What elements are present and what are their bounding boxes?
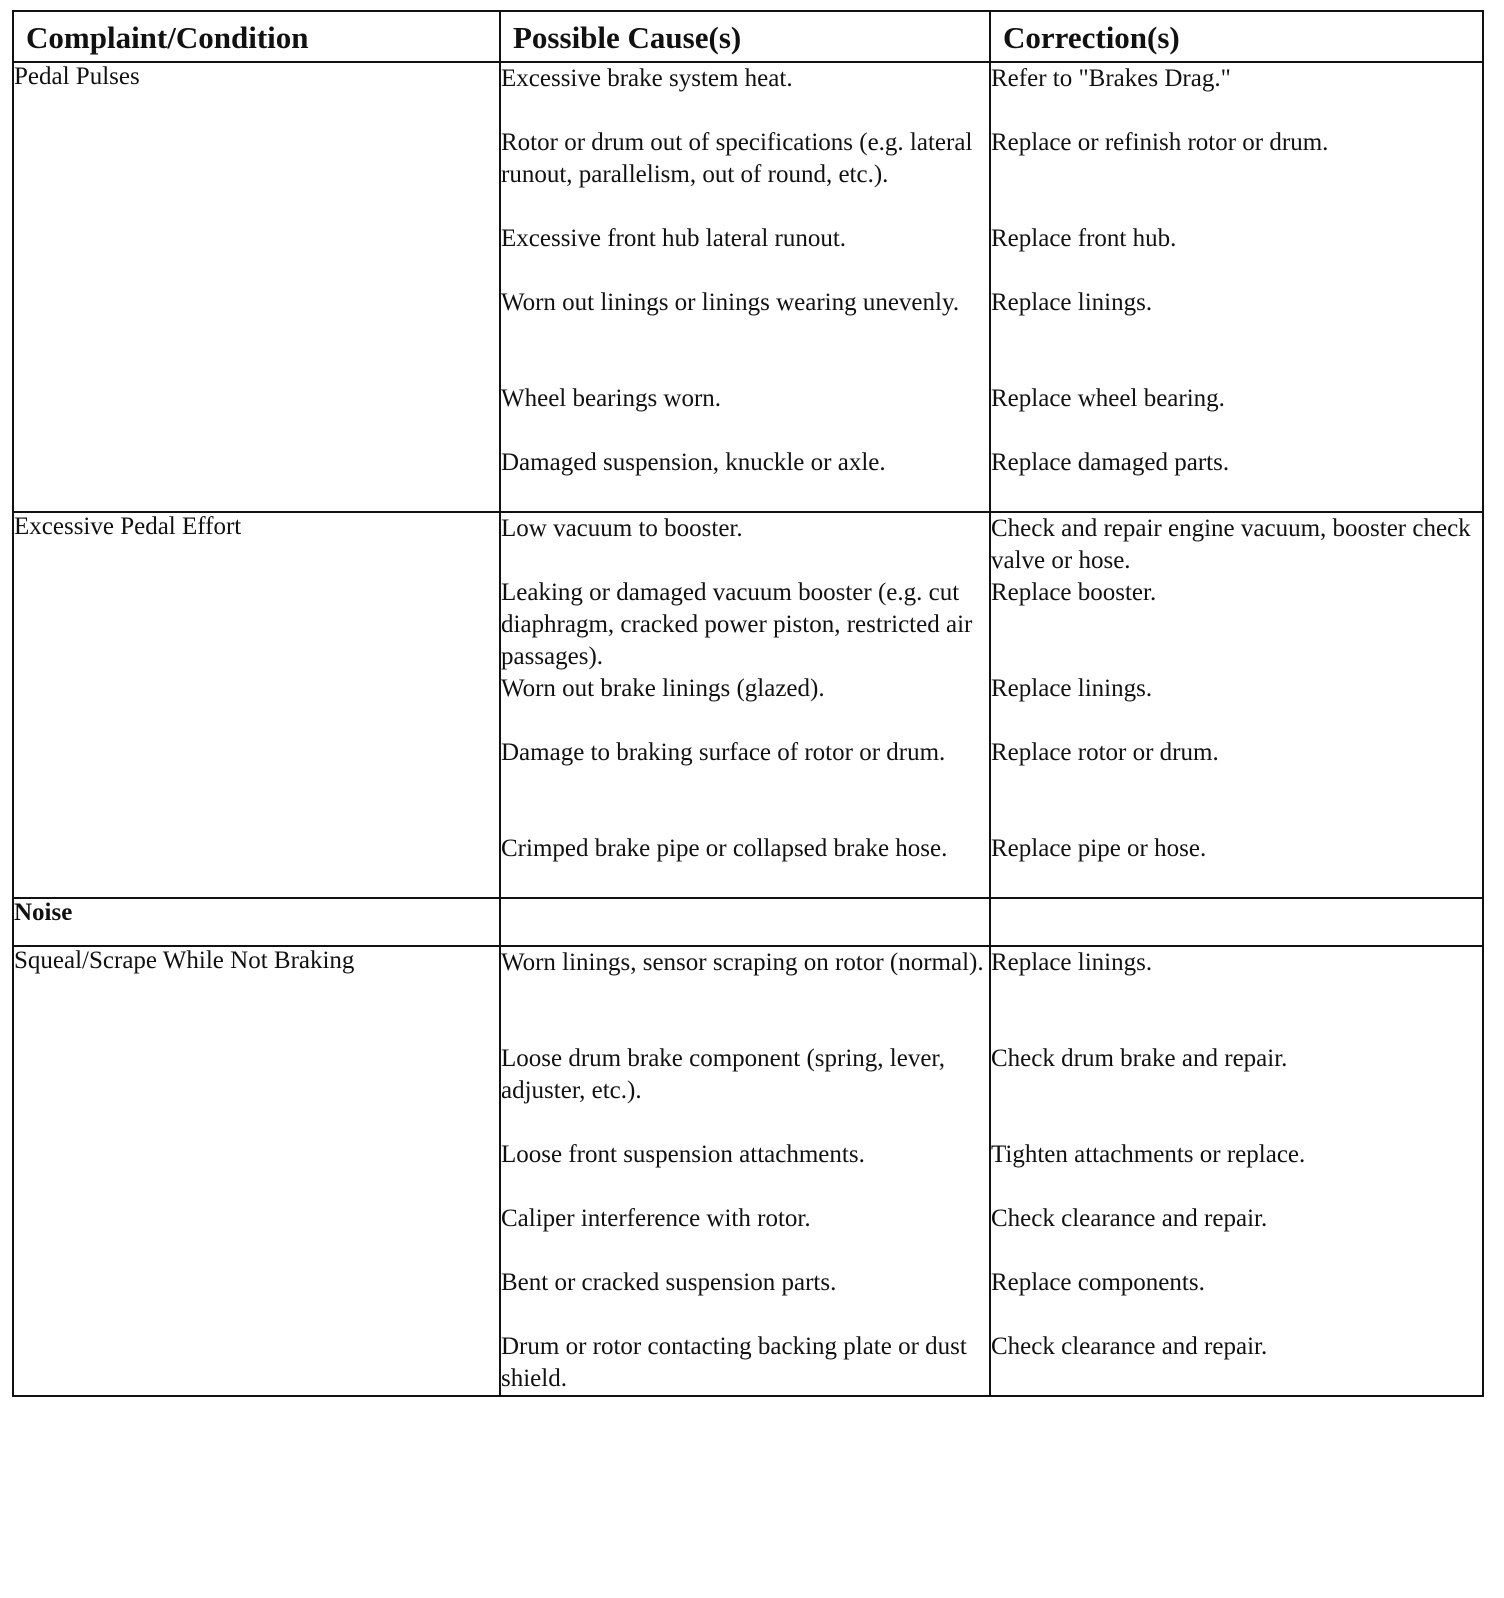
- correction-item: Replace rotor or drum.: [991, 739, 1219, 766]
- correction-item: Replace front hub.: [991, 225, 1177, 252]
- empty-cell: [990, 898, 1483, 946]
- correction-item: Refer to "Brakes Drag.": [991, 65, 1231, 92]
- cause-item: Loose drum brake component (spring, lever, adjuster, etc.).: [501, 1045, 946, 1104]
- correction-item: Replace pipe or hose.: [991, 835, 1207, 862]
- table-header-row: [13, 11, 1483, 62]
- diagnosis-table: [12, 10, 1484, 1397]
- condition-cell: Pedal Pulses: [13, 62, 500, 512]
- correction-item: Replace linings.: [991, 949, 1153, 976]
- cause-item: Rotor or drum out of specifications (e.g. lateral runout, parallelism, out of round, etc.).: [501, 129, 973, 188]
- table-row: [13, 62, 1483, 512]
- condition-cell: Squeal/Scrape While Not Braking: [13, 946, 500, 1396]
- cause-item: Worn linings, sensor scraping on rotor (normal).: [501, 949, 984, 976]
- correction-item: Replace or refinish rotor or drum.: [991, 129, 1329, 156]
- correction-item: Tighten attachments or replace.: [991, 1141, 1306, 1168]
- cause-item: Loose front suspension attachments.: [501, 1141, 865, 1168]
- correction-item: Replace booster.: [991, 579, 1157, 606]
- correction-item: Check clearance and repair.: [991, 1205, 1268, 1232]
- condition-cell: Excessive Pedal Effort: [13, 512, 500, 898]
- cause-item: Wheel bearings worn.: [501, 385, 722, 412]
- cause-item: Damage to braking surface of rotor or drum.: [501, 739, 946, 766]
- table-row: [13, 512, 1483, 898]
- correction-item: Check clearance and repair.: [991, 1333, 1268, 1360]
- cause-item: Excessive brake system heat.: [501, 65, 793, 92]
- correction-item: Check drum brake and repair.: [991, 1045, 1288, 1072]
- cause-item: Worn out linings or linings wearing unevenly.: [501, 289, 960, 316]
- cause-item: Crimped brake pipe or collapsed brake hose.: [501, 835, 948, 862]
- correction-item: Replace wheel bearing.: [991, 385, 1225, 412]
- correction-item: Replace damaged parts.: [991, 449, 1230, 476]
- header-correction: Correction(s): [990, 11, 1483, 62]
- correction-list: [990, 62, 1483, 512]
- group-heading-row: [13, 898, 1483, 946]
- cause-list: [500, 512, 990, 898]
- correction-item: Check and repair engine vacuum, booster check valve or hose.: [991, 515, 1471, 574]
- header-cause: Possible Cause(s): [500, 11, 990, 62]
- cause-item: Worn out brake linings (glazed).: [501, 675, 825, 702]
- cause-list: [500, 946, 990, 1396]
- cause-list: [500, 62, 990, 512]
- correction-item: Replace components.: [991, 1269, 1205, 1296]
- cause-item: Bent or cracked suspension parts.: [501, 1269, 837, 1296]
- cause-item: Drum or rotor contacting backing plate or dust shield.: [501, 1333, 967, 1392]
- table-row: [13, 946, 1483, 1396]
- cause-item: Caliper interference with rotor.: [501, 1205, 811, 1232]
- correction-list: [990, 512, 1483, 898]
- correction-item: Replace linings.: [991, 675, 1153, 702]
- correction-item: Replace linings.: [991, 289, 1153, 316]
- group-heading: Noise: [13, 898, 500, 946]
- correction-list: [990, 946, 1483, 1396]
- cause-item: Low vacuum to booster.: [501, 515, 743, 542]
- cause-item: Leaking or damaged vacuum booster (e.g. cut diaphragm, cracked power piston, restricted air passages).: [501, 579, 973, 670]
- header-condition: Complaint/Condition: [13, 11, 500, 62]
- cause-item: Excessive front hub lateral runout.: [501, 225, 847, 252]
- empty-cell: [500, 898, 990, 946]
- cause-item: Damaged suspension, knuckle or axle.: [501, 449, 886, 476]
